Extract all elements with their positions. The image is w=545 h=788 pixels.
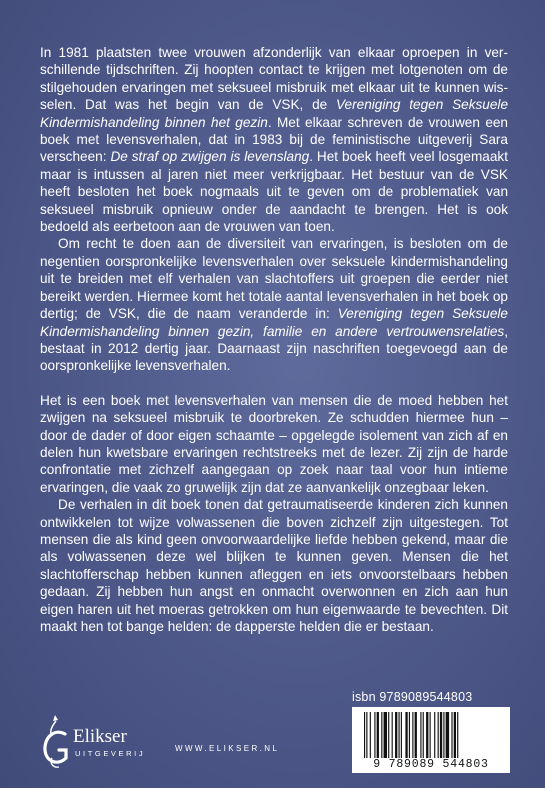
back-cover-text [40, 44, 508, 635]
paragraph-3: Het is een boek met levensverhalen van mensen die de moed hebben het zwijgen na seksueel misbruik te doorbreken. Ze schudden hiermee hun – door de dader of door eigen schaamte – opgelegde isolement van zich af en delen hun kwetsbare ervaringen rechtstreeks met de lezer. Zij zijn de harde confrontatie met zichzelf aangegaan op zoek naar taal voor hun intieme ervaringen, die vaak zo gruwelijk zijn dat ze aanvankelijk onzegbaar leken. [40, 392, 508, 495]
publisher-subtitle: UITGEVERIJ [75, 749, 146, 758]
barcode-digits: 9 789089 544803 [373, 758, 489, 771]
publisher-name: Elikser [73, 726, 127, 747]
elikser-emblem-icon [40, 712, 74, 770]
isbn-label: isbn 9789089544803 [352, 690, 473, 704]
paragraph-1: In 1981 plaatsten twee vrouwen afzonderlijk van elkaar oproepen in verschillende tijdschriften. Zij hoopten contact te krijgen met lotgenoten om de stilgehouden ervaringen met seksueel misbruik met elkaar uit te kunnen wisselen. Dat was het begin van de VSK, de Vereniging tegen Seksuele Kindermishandeling binnen het gezin. Met elkaar schreven de vrouwen een boek met levensverhalen, dat in 1983 bij de feministische uitgeverij Sara verscheen: De straf op zwijgen is levenslang. Het boek heeft veel losgemaakt maar is intussen al jaren niet meer verkrijgbaar. Het bestuur van de VSK heeft besloten het boek nogmaals uit te geven om de problematiek van seksueel misbruik opnieuw onder de aandacht te brengen. Het is ook bedoeld als eerbetoon aan de vrouwen van toen. [40, 45, 509, 235]
publisher-logo [40, 712, 170, 772]
publisher-website: WWW.ELIKSER.NL [175, 744, 280, 753]
paragraph-4: De verhalen in dit boek tonen dat getraumatiseerde kinderen zich kunnen ontwikkelen tot wijze volwassenen die boven zichzelf zijn uitgestegen. Tot mensen die als kind geen onvoorwaardelijke liefde hebben gekend, maar die als volwassenen deze wel blijken te kunnen geven. Mensen die het slachtofferschap hebben kunnen afleggen en iets onvoorstelbaars hebben gedaan. Zij hebben hun angst en onmacht overwonnen en zich aan hun eigen haren uit het moeras getrokken om hun eigenwaarde te bevechten. Dit maakt hen tot bange helden: de dapperste helden die er bestaan. [40, 497, 508, 634]
barcode-bars [362, 712, 500, 758]
isbn-barcode [352, 707, 510, 773]
paragraph-2: Om recht te doen aan de diversiteit van ervaringen, is besloten om de negentien oorspronkelijke levensverhalen over seksuele kindermishandeling uit te breiden met elf verhalen van slachtoffers uit groepen die eerder niet bereikt werden. Hiermee komt het totale aantal levensverhalen in het boek op dertig; de VSK, die de naam veranderde in: Vereniging tegen Seksuele Kindermishandeling binnen gezin, familie en andere vertrouwensrelaties, bestaat in 2012 dertig jaar. Daarnaast zijn naschriften toegevoegd aan de oorspronkelijke levensverhalen. [40, 236, 508, 374]
